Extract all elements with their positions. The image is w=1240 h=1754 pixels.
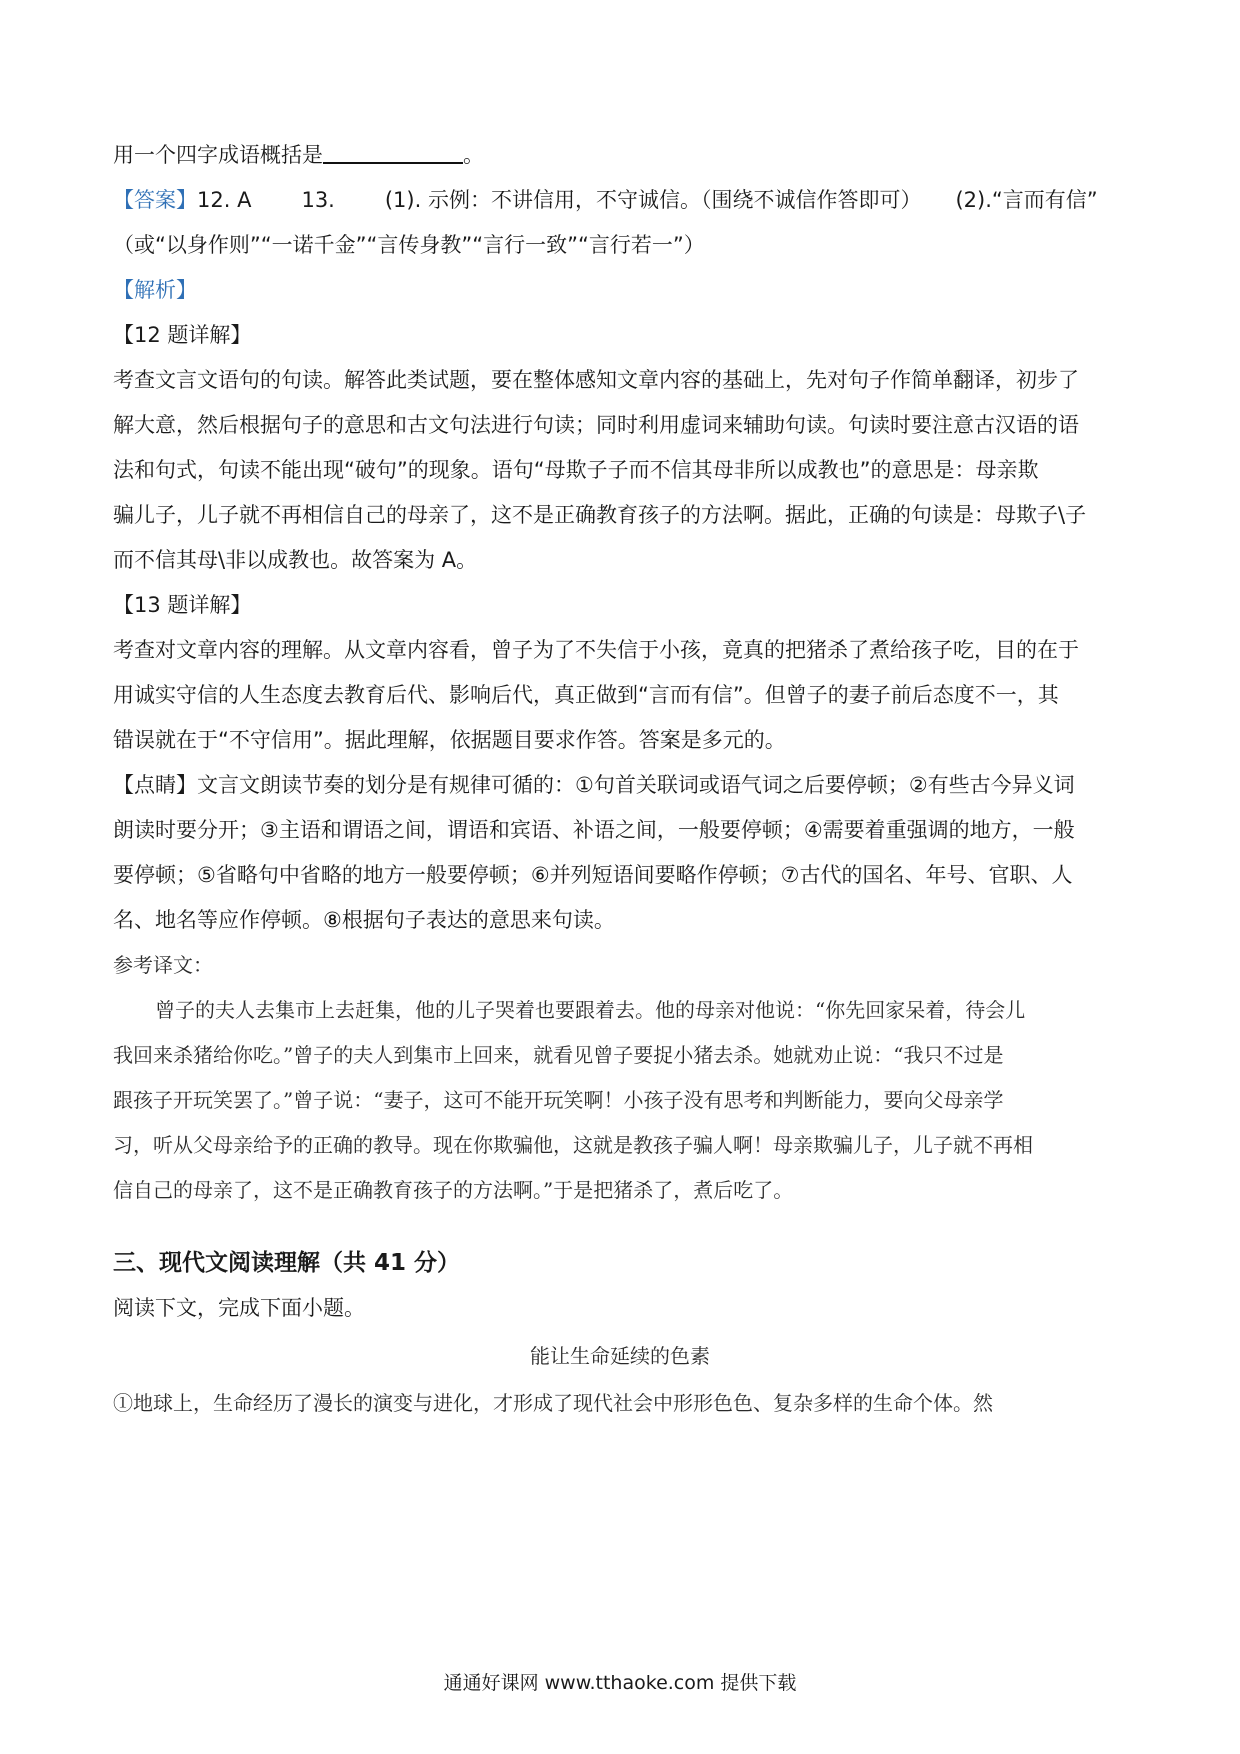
section-heading: 三、现代文阅读理解（共 41 分） [113, 1250, 461, 1276]
reference-translation-label: 参考译文： [113, 953, 213, 977]
tip-paragraph-line: 名、地名等应作停顿。⑧根据句子表达的意思来句读。 [113, 908, 615, 932]
q13-paragraph-line: 考查对文章内容的理解。从文章内容看，曾子为了不失信于小孩，竟真的把猪杀了煮给孩子吃，目的在于 [113, 638, 1079, 662]
answer-13-1: (1). 示例：不讲信用，不守诚信。（围绕不诚信作答即可） [384, 188, 922, 212]
question-text: 用一个四字成语概括是 [113, 143, 323, 167]
answer-label: 【答案】 [113, 188, 197, 212]
tip-line [113, 770, 1133, 800]
reference-translation-line: 习，听从父母亲给予的正确的教导。现在你欺骗他，这就是教孩子骗人啊！母亲欺骗儿子，儿子就不再相 [113, 1133, 1033, 1157]
tip-paragraph-line: 朗读时要分开；③主语和谓语之间，谓语和宾语、补语之间，一般要停顿；④需要着重强调的地方，一般 [113, 818, 1075, 842]
q12-paragraph-line: 考查文言文语句的句读。解答此类试题，要在整体感知文章内容的基础上，先对句子作简单翻译，初步了 [113, 368, 1079, 392]
q13-paragraph-line: 用诚实守信的人生态度去教育后代、影响后代，真正做到“言而有信”。但曾子的妻子前后态度不一，其 [113, 683, 1059, 707]
page-footer: 通通好课网 www.tthaoke.com 提供下载 [443, 1672, 797, 1694]
reference-translation-line: 我回来杀猪给你吃。”曾子的夫人到集市上回来，就看见曾子要捉小猪去杀。她就劝止说：“我只不过是 [113, 1043, 1004, 1067]
q12-paragraph-line: 法和句式，句读不能出现“破句”的现象。语句“母欺子子而不信其母非所以成教也”的意思是：母亲欺 [113, 458, 1039, 482]
q12-paragraph-line: 而不信其母\非以成教也。故答案为 A。 [113, 548, 478, 572]
section-intro: 阅读下文，完成下面小题。 [113, 1296, 365, 1320]
answer-line [113, 185, 1133, 215]
article-paragraph-line: ①地球上，生命经历了漫长的演变与进化，才形成了现代社会中形形色色、复杂多样的生命个体。然 [113, 1391, 993, 1415]
q13-label: 【13 题详解】 [113, 593, 252, 617]
tip-label: 【点睛】 [113, 773, 197, 797]
reference-translation-line: 跟孩子开玩笑罢了。”曾子说：“妻子，这可不能开玩笑啊！小孩子没有思考和判断能力，要向父母亲学 [113, 1088, 1004, 1112]
fill-blank-line [113, 140, 1133, 170]
answer-line-2: （或“以身作则”“一诺千金”“言传身教”“言行一致”“言行若一”） [113, 233, 705, 257]
article-title: 能让生命延续的色素 [530, 1344, 710, 1368]
q13-paragraph-line: 错误就在于“不守信用”。据此理解，依据题目要求作答。答案是多元的。 [113, 728, 786, 752]
reference-translation-line: 曾子的夫人去集市上去赶集，他的儿子哭着也要跟着去。他的母亲对他说：“你先回家呆着，待会儿 [155, 998, 1026, 1022]
tip-text: 文言文朗读节奏的划分是有规律可循的：①句首关联词或语气词之后要停顿；②有些古今异义词 [197, 773, 1075, 797]
q12-paragraph-line: 骗儿子，儿子就不再相信自己的母亲了，这不是正确教育孩子的方法啊。据此，正确的句读是：母欺子\子 [113, 503, 1087, 527]
answer-12: 12. A [197, 188, 252, 212]
reference-translation-line: 信自己的母亲了，这不是正确教育孩子的方法啊。”于是把猪杀了，煮后吃了。 [113, 1178, 794, 1202]
q12-paragraph-line: 解大意，然后根据句子的意思和古文句法进行句读；同时利用虚词来辅助句读。句读时要注意古汉语的语 [113, 413, 1079, 437]
tip-paragraph-line: 要停顿；⑤省略句中省略的地方一般要停顿；⑥并列短语间要略作停顿；⑦古代的国名、年号、官职、人 [113, 863, 1073, 887]
answer-13-2: (2).“言而有信” [955, 188, 1098, 212]
q12-label: 【12 题详解】 [113, 323, 252, 347]
answer-13: 13. [301, 188, 335, 212]
analysis-label: 【解析】 [113, 278, 197, 302]
question-end: 。 [463, 143, 484, 167]
answer-blank [323, 140, 463, 164]
